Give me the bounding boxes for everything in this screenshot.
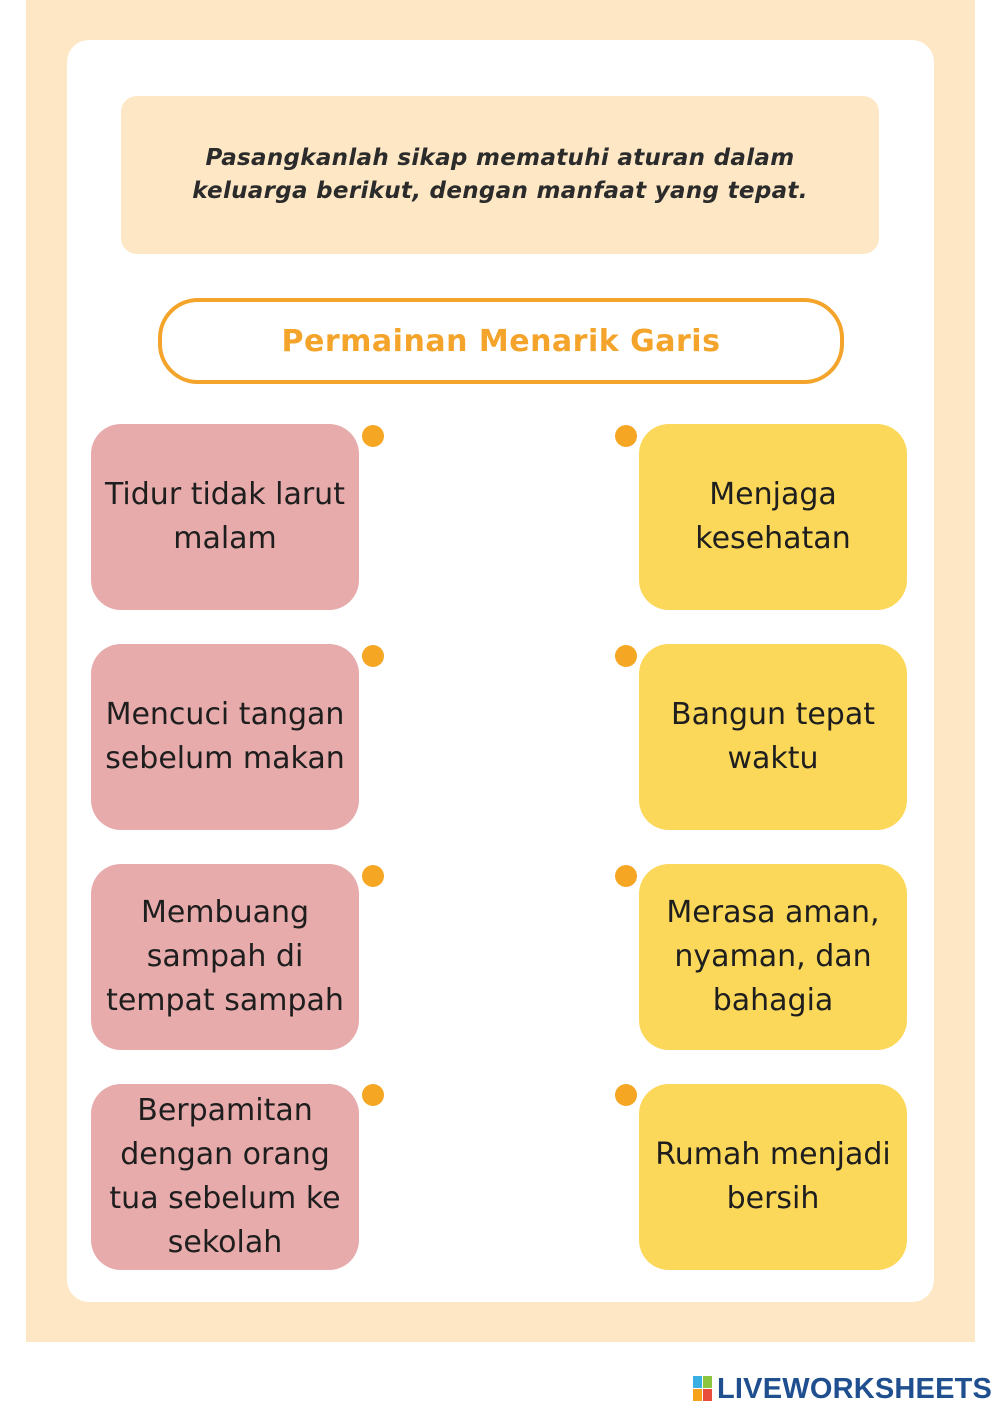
left-item-3-label: Membuang sampah di tempat sampah <box>106 895 344 1018</box>
right-item-2-connector-dot[interactable] <box>615 645 637 667</box>
left-item-4-connector-dot[interactable] <box>362 1084 384 1106</box>
right-item-4 <box>639 1084 907 1270</box>
right-item-4-connector-dot[interactable] <box>615 1084 637 1106</box>
brand-name: LIVEWORKSHEETS <box>717 1372 993 1405</box>
right-item-2 <box>639 644 907 830</box>
left-item-2-label: Mencuci tangan sebelum makan <box>105 697 345 776</box>
left-item-1-label: Tidur tidak larut malam <box>105 477 345 556</box>
right-item-3 <box>639 864 907 1050</box>
left-item-1 <box>91 424 359 610</box>
activity-title: Permainan Menarik Garis <box>281 323 721 359</box>
left-item-2-connector-dot[interactable] <box>362 645 384 667</box>
right-item-2-label: Bangun tepat waktu <box>671 697 875 776</box>
left-item-3-connector-dot[interactable] <box>362 865 384 887</box>
liveworksheets-logo-icon <box>693 1376 713 1402</box>
right-item-3-label: Merasa aman, nyaman, dan bahagia <box>666 895 880 1018</box>
left-item-4-label: Berpamitan dengan orang tua sebelum ke sekolah <box>109 1093 341 1260</box>
left-item-3 <box>91 864 359 1050</box>
left-item-4 <box>91 1084 359 1270</box>
right-item-3-connector-dot[interactable] <box>615 865 637 887</box>
right-item-4-label: Rumah menjadi bersih <box>655 1137 891 1216</box>
instruction-box <box>121 96 879 254</box>
right-item-1-label: Menjaga kesehatan <box>695 477 851 556</box>
left-item-1-connector-dot[interactable] <box>362 425 384 447</box>
activity-title-pill <box>158 298 844 384</box>
liveworksheets-logo[interactable] <box>693 1374 992 1404</box>
left-item-2 <box>91 644 359 830</box>
right-item-1-connector-dot[interactable] <box>615 425 637 447</box>
right-item-1 <box>639 424 907 610</box>
instruction-text: Pasangkanlah sikap mematuhi aturan dalam keluarga berikut, dengan manfaat yang tepat. <box>192 145 808 204</box>
